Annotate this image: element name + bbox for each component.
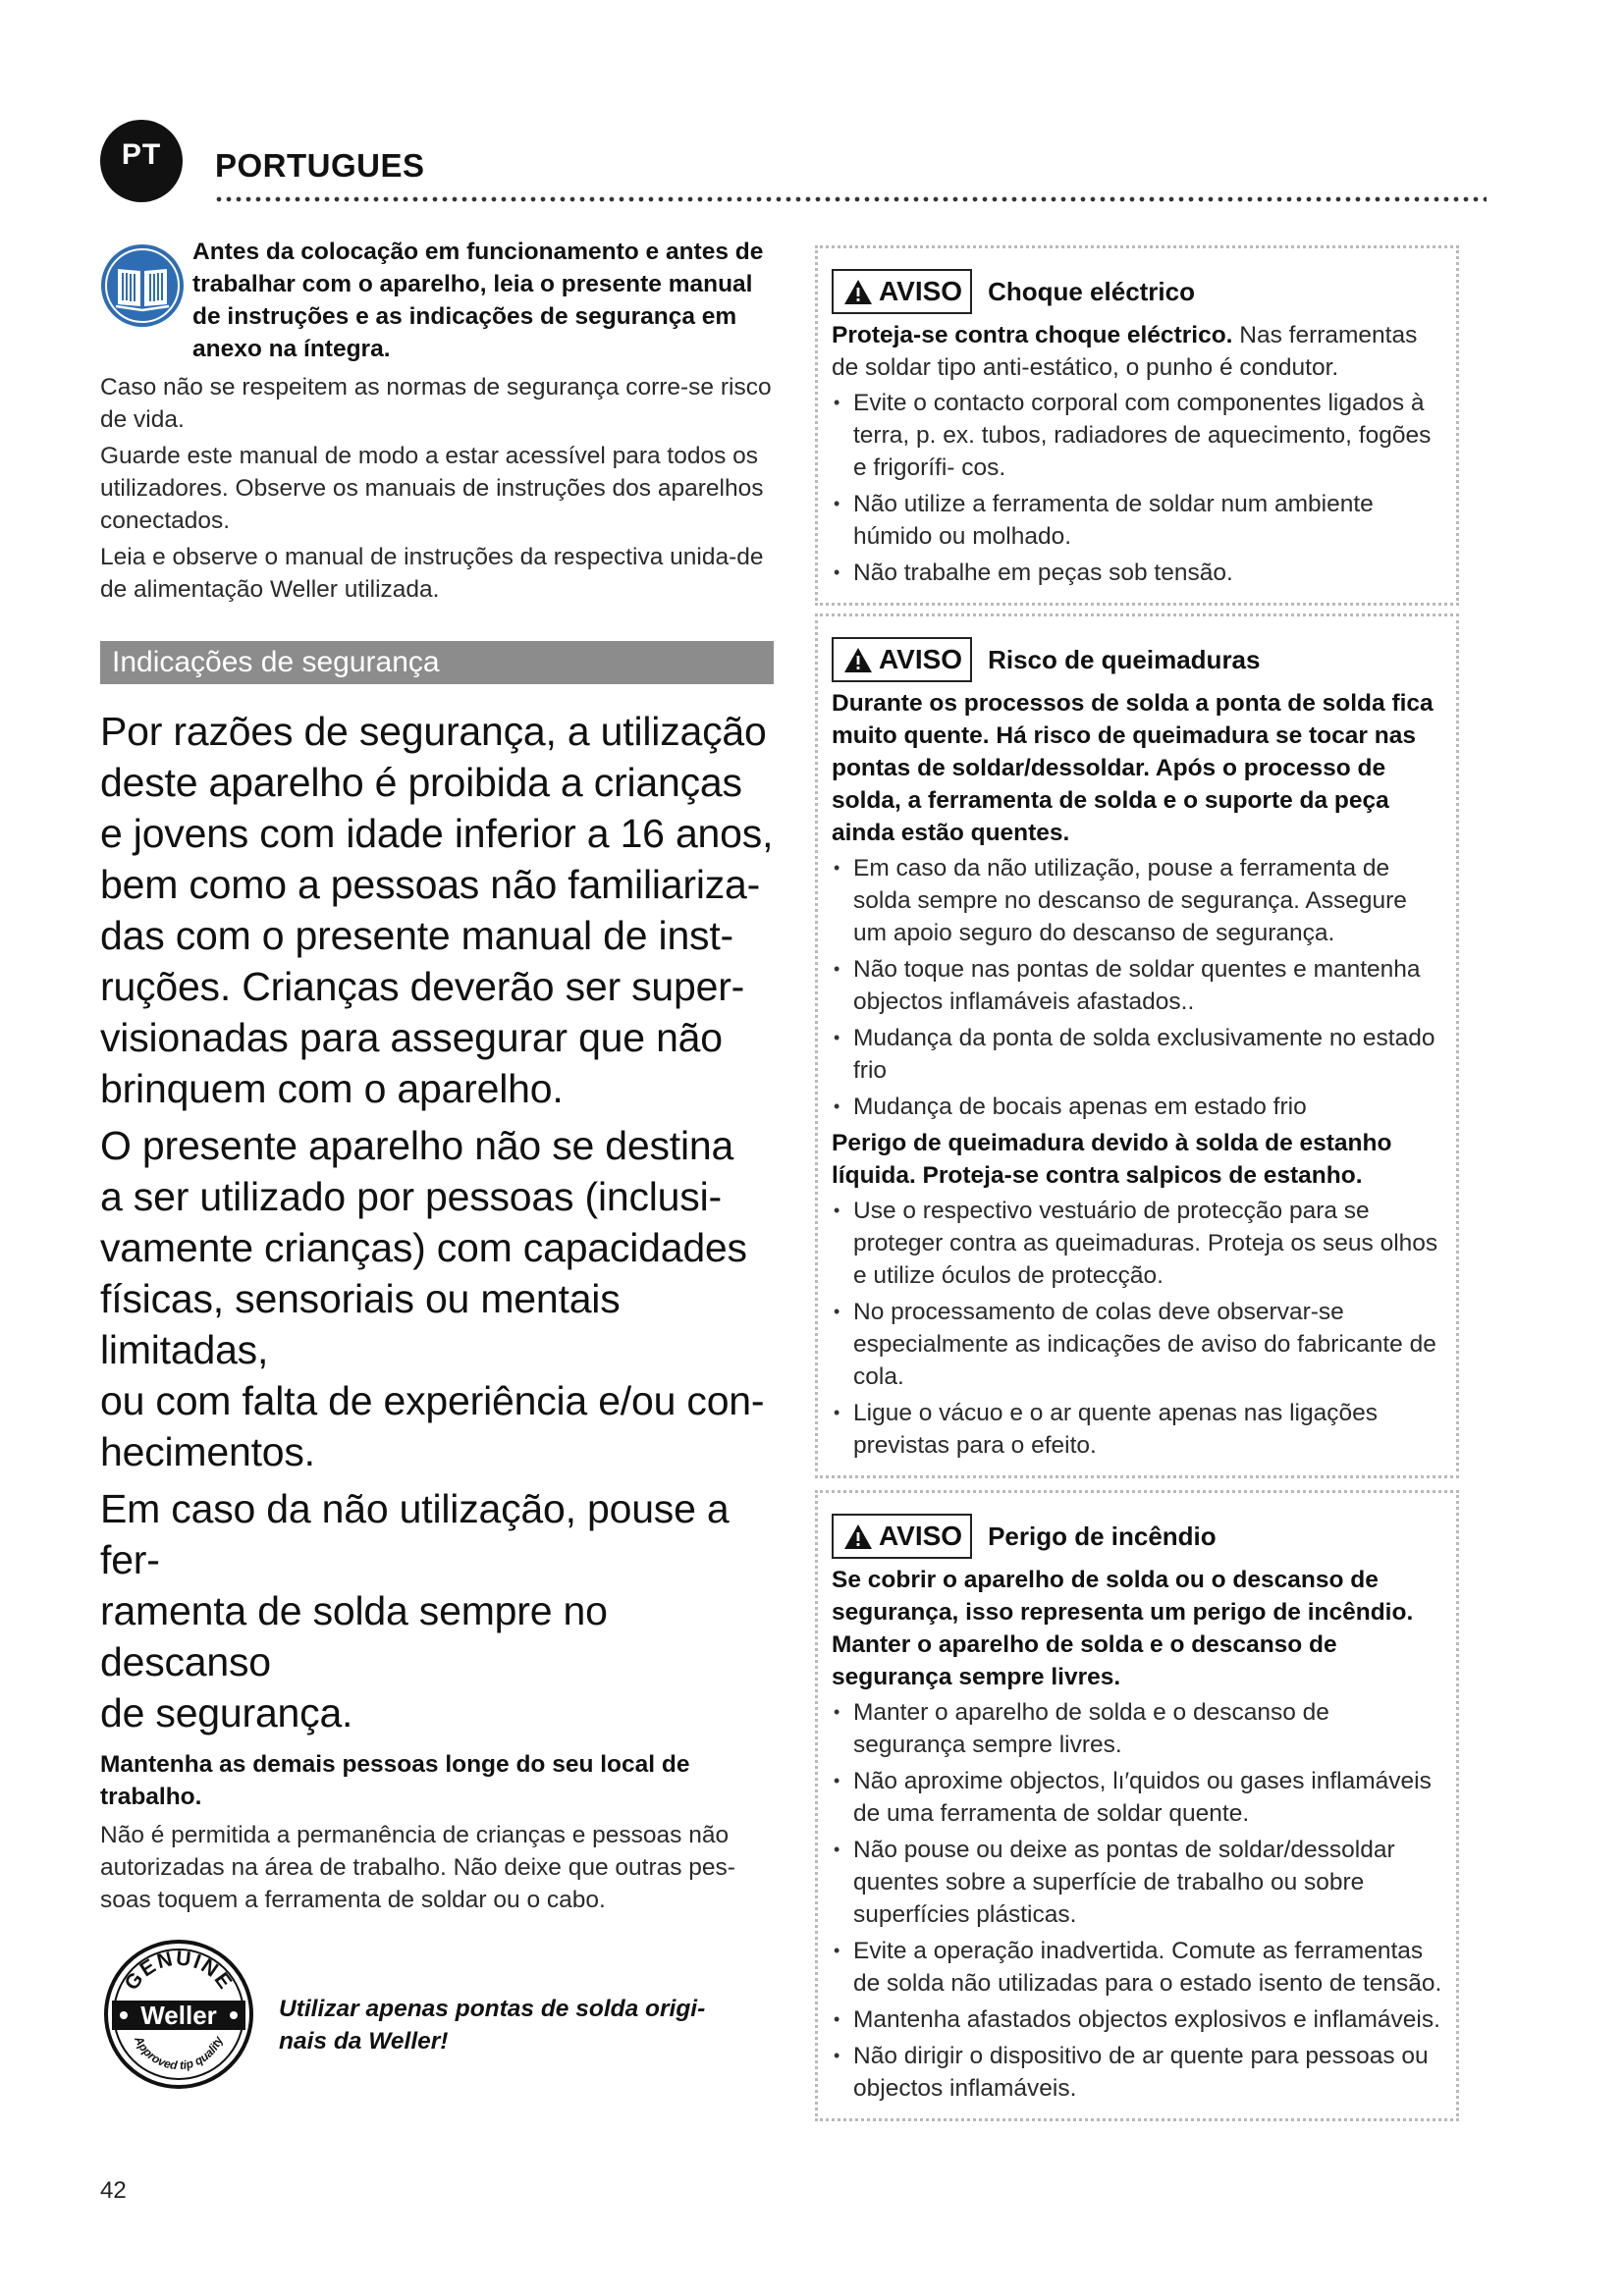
warning-bullet-list [832, 387, 1446, 589]
warning-badge [832, 269, 972, 314]
intro-paragraph: Guarde este manual de modo a estar acessível para todos os utilizadores. Observe os manuais de instruções dos aparelhos conectados. [100, 443, 764, 534]
keep-away-heading: Mantenha as demais pessoas longe do seu local de trabalho. [100, 1751, 690, 1810]
language-badge: PT [100, 120, 183, 202]
svg-text:GENUINE: GENUINE [120, 1947, 238, 1995]
list-item: • Não utilize a ferramenta de soldar num ambiente húmido ou molhado. [832, 488, 1446, 553]
warning-bullet-list [832, 1195, 1446, 1462]
warning-badge [832, 1514, 972, 1559]
intro-bold-text: Antes da colocação em funcionamento e antes de trabalhar com o aparelho, leia o presente manual de instruções e as indicações de segurança em anexo na íntegra. [192, 239, 764, 362]
svg-text:Weller: Weller [140, 2001, 217, 2030]
dotted-divider [214, 195, 1487, 203]
safety-paragraph: Por razões de segurança, a utilização deste aparelho é proibida a crianças e jovens com idade inferior a 16 anos, bem como a pessoas não familiariza- das com o presente manual de inst- ruções. Crianças deverão ser super- visionadas para assegurar que não brinquem com o aparelho. [100, 709, 774, 1111]
warning-sub-heading: Perigo de queimadura devido à solda de estanho líquida. Proteja-se contra salpicos de estanho. [832, 1130, 1392, 1189]
list-item: • Não toque nas pontas de soldar quentes e mantenha objectos inflamáveis afastados.. [832, 953, 1446, 1018]
list-item: • Não aproxime objectos, lı′quidos ou gases inflamáveis de uma ferramenta de soldar quente. [832, 1765, 1446, 1830]
list-item: • Em caso da não utilização, pouse a ferramenta de solda sempre no descanso de segurança. Assegure um apoio seguro do descanso de segurança. [832, 852, 1446, 949]
list-item: • Ligue o vácuo e o ar quente apenas nas ligações previstas para o efeito. [832, 1397, 1446, 1462]
warning-triangle-icon [843, 647, 873, 673]
list-item: • Mudança de bocais apenas em estado frio [832, 1091, 1446, 1123]
warning-lead-bold: Proteja-se contra choque eléctrico. [832, 322, 1233, 348]
keep-away-text: Não é permitida a permanência de crianças e pessoas não autorizadas na área de trabalho. Não deixe que outras pes-soas toquem a ferramenta de soldar ou o cabo. [100, 1822, 735, 1913]
warning-badge-label: AVISO [879, 1521, 963, 1551]
list-item: • Não trabalhe em peças sob tensão. [832, 557, 1446, 589]
intro-block [100, 236, 774, 371]
list-item: • Mudança da ponta de solda exclusivamente no estado frio [832, 1022, 1446, 1087]
section-heading: Indicações de segurança [100, 641, 774, 684]
intro-paragraph: Leia e observe o manual de instruções da respectiva unida-de de alimentação Weller utilizada. [100, 544, 764, 603]
warning-triangle-icon [843, 279, 873, 305]
list-item: • Não pouse ou deixe as pontas de soldar/dessoldar quentes sobre a superfície de trabalho ou sobre superfícies plásticas. [832, 1834, 1446, 1931]
intro-paragraph: Caso não se respeitem as normas de segurança corre-se risco de vida. [100, 374, 772, 433]
list-item: • Evite a operação inadvertida. Comute as ferramentas de solda não utilizadas para o estado isento de tensão. [832, 1935, 1446, 2000]
warning-lead-text: Nas ferramentas de soldar tipo anti-estático, o punho é condutor. [832, 322, 1418, 381]
warning-box-fire-hazard [815, 1490, 1459, 2121]
warning-box-burn-risk [815, 614, 1459, 1478]
warning-title: Perigo de incêndio [988, 1521, 1217, 1551]
warning-lead-bold: Durante os processos de solda a ponta de solda fica muito quente. Há risco de queimadura se tocar nas pontas de soldar/dessoldar. Após o processo de solda, a ferramenta de solda e o suporte da peça ainda estão quentes. [832, 690, 1434, 846]
warning-box-electric-shock [815, 245, 1459, 606]
list-item: • Mantenha afastados objectos explosivos e inflamáveis. [832, 2003, 1446, 2036]
manual-book-icon [100, 243, 185, 328]
list-item: • Manter o aparelho de solda e o descanso de segurança sempre livres. [832, 1696, 1446, 1761]
warning-badge-label: AVISO [879, 276, 963, 306]
warning-title: Risco de queimaduras [988, 644, 1261, 674]
warning-triangle-icon [843, 1523, 873, 1550]
weller-original-tips-note: Utilizar apenas pontas de solda origi-nais da Weller! [279, 1996, 706, 2055]
warning-badge [832, 637, 972, 682]
weller-genuine-seal-icon [102, 1938, 255, 2091]
list-item: • Evite o contacto corporal com componentes ligados à terra, p. ex. tubos, radiadores de aquecimento, fogões e frigorífi- cos. [832, 387, 1446, 484]
warning-lead-bold: Se cobrir o aparelho de solda ou o descanso de segurança, isso representa um perigo de incêndio. Manter o aparelho de solda e o descanso de segurança sempre livres. [832, 1567, 1414, 1690]
weller-genuine-block [100, 1938, 774, 2085]
warning-badge-label: AVISO [879, 644, 963, 674]
page-number: 42 [100, 2177, 127, 2204]
warning-bullet-list [832, 1696, 1446, 2105]
safety-paragraph: Em caso da não utilização, pouse a fer- ramenta de solda sempre no descanso de segurança. [100, 1486, 730, 1735]
language-title: PORTUGUES [215, 147, 425, 184]
warning-bullet-list [832, 852, 1446, 1123]
list-item: • Use o respectivo vestuário de protecção para se proteger contra as queimaduras. Proteja os seus olhos e utilize óculos de protecção. [832, 1195, 1446, 1292]
safety-large-text [100, 706, 774, 1738]
list-item: • Não dirigir o dispositivo de ar quente para pessoas ou objectos inflamáveis. [832, 2040, 1446, 2105]
list-item: • No processamento de colas deve observar-se especialmente as indicações de aviso do fabricante de cola. [832, 1296, 1446, 1393]
safety-paragraph: O presente aparelho não se destina a ser utilizado por pessoas (inclusi- vamente crianças) com capacidades físicas, sensoriais ou mentais limitadas, ou com falta de experiência e/ou con- hecimentos. [100, 1123, 765, 1474]
left-column [100, 236, 774, 2085]
warning-title: Choque eléctrico [988, 276, 1195, 306]
svg-text:Approved tip quality: Approved tip quality [132, 2034, 226, 2073]
